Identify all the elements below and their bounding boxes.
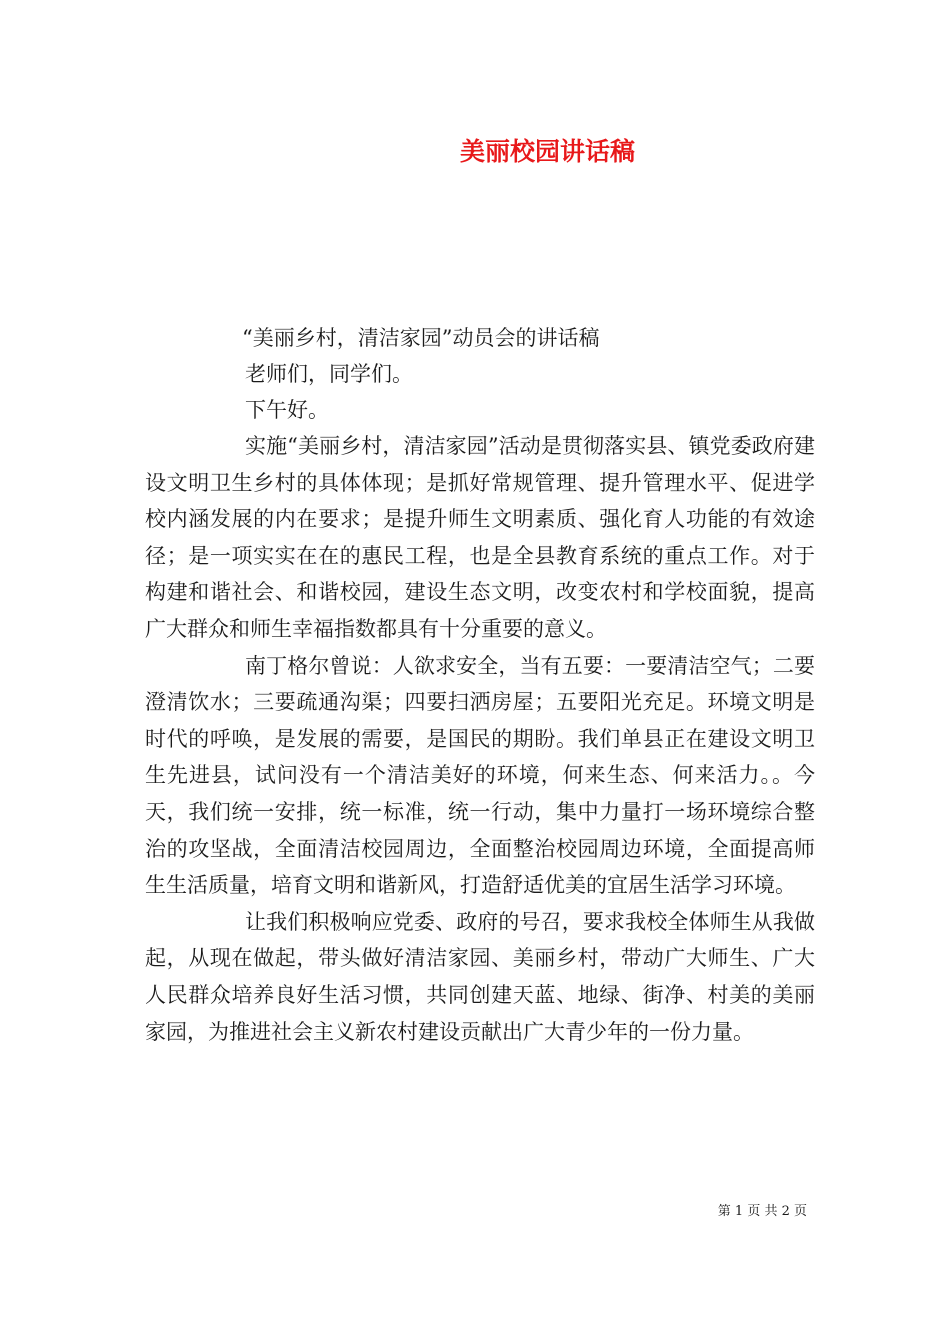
- document-title: 美丽校园讲话稿: [459, 137, 635, 166]
- greeting-line: 老师们，同学们。: [245, 362, 413, 386]
- page-number: 第 1 页 共 2 页: [717, 1204, 807, 1219]
- document-body: [145, 320, 815, 1050]
- paragraph-2: 南丁格尔曾说：人欲求安全，当有五要：一要清洁空气；二要澄清饮水；三要疏通沟渠；四要扫洒房屋；五要阳光充足。环境文明是时代的呼唤，是发展的需要，是国民的期盼。我们单县正在建设文明卫生先进县，试问没有一个清洁美好的环境，何来生态、何来活力。。今天，我们统一安排，统一标准，统一行动，集中力量打一场环境综合整治的攻坚战，全面清洁校园周边，全面整治校园周边环境，全面提高师生生活质量，培育文明和谐新风，打造舒适优美的宜居生活学习环境。: [145, 653, 815, 898]
- paragraph-1: 实施“美丽乡村，清洁家园”活动是贯彻落实县、镇党委政府建设文明卫生乡村的具体体现；是抓好常规管理、提升管理水平、促进学校内涵发展的内在要求；是提升师生文明素质、强化育人功能的有效途径；是一项实实在在的惠民工程，也是全县教育系统的重点工作。对于构建和谐社会、和谐校园，建设生态文明，改变农村和学校面貌，提高广大群众和师生幸福指数都具有十分重要的意义。: [145, 434, 815, 641]
- salutation-line: 下午好。: [245, 398, 329, 422]
- speech-heading: “美丽乡村，清洁家园”动员会的讲话稿: [242, 326, 600, 350]
- paragraph-3: 让我们积极响应党委、政府的号召，要求我校全体师生从我做起，从现在做起，带头做好清洁家园、美丽乡村，带动广大师生、广大人民群众培养良好生活习惯，共同创建天蓝、地绿、街净、村美的美丽家园，为推进社会主义新农村建设贡献出广大青少年的一份力量。: [145, 909, 815, 1044]
